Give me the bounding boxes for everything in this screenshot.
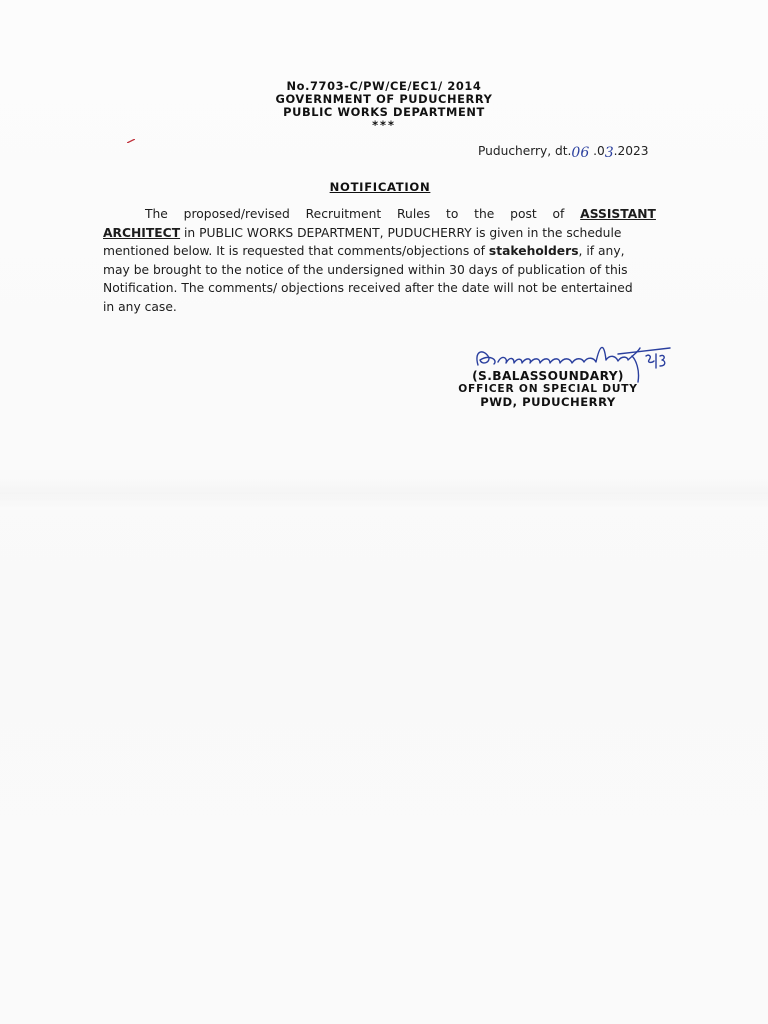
post-title-part-1: ASSISTANT [580, 207, 656, 221]
department-name: PUBLIC WORKS DEPARTMENT [283, 105, 485, 119]
date-month-prefix: .0 [589, 144, 605, 158]
notification-body [103, 205, 656, 317]
government-name: GOVERNMENT OF PUDUCHERRY [275, 92, 493, 106]
body-line-1 [103, 205, 656, 224]
red-pen-mark [127, 139, 135, 143]
body-line-4: may be brought to the notice of the undersigned within 30 days of publication of this [103, 262, 628, 277]
body-word: to [446, 207, 459, 221]
signatory-designation: OFFICER ON SPECIAL DUTY [458, 383, 638, 395]
body-word: post [510, 207, 537, 221]
body-text-span: , if any, [578, 244, 625, 259]
body-text-span: in PUBLIC WORKS DEPARTMENT, PUDUCHERRY is given in the schedule [180, 225, 622, 240]
letterhead [0, 80, 768, 132]
body-word: Rules [397, 207, 431, 221]
signatory-office: PWD, PUDUCHERRY [480, 395, 616, 409]
signatory-name: (S.BALASSOUNDARY) [472, 369, 624, 383]
body-text-span: mentioned below. It is requested that comments/objections of [103, 244, 489, 259]
post-title-part-2: ARCHITECT [103, 225, 181, 240]
body-line-5: Notification. The comments/ objections received after the date will not be entertained [103, 281, 633, 296]
body-line-6: in any case. [103, 299, 177, 314]
body-word: proposed/revised [183, 207, 290, 221]
body-word: the [474, 207, 495, 221]
scan-artifact-band [0, 478, 768, 508]
date-year: .2023 [613, 144, 649, 158]
date-day-handwritten: 06 [571, 145, 590, 161]
separator-stars: *** [372, 118, 396, 132]
signatory-block [438, 370, 658, 409]
body-line-2 [103, 224, 656, 243]
date-place: Puducherry, dt. [478, 144, 572, 158]
notification-title: NOTIFICATION [329, 180, 431, 194]
date-month-handwritten: 3 [604, 145, 614, 161]
body-word: The [145, 207, 168, 221]
stakeholders-emphasis: stakeholders [488, 244, 579, 259]
body-word: of [552, 207, 565, 221]
body-line-3 [103, 242, 656, 261]
date-line [478, 143, 649, 159]
reference-number: No.7703-C/PW/CE/EC1/ 2014 [286, 79, 482, 93]
body-word: Recruitment [305, 207, 382, 221]
